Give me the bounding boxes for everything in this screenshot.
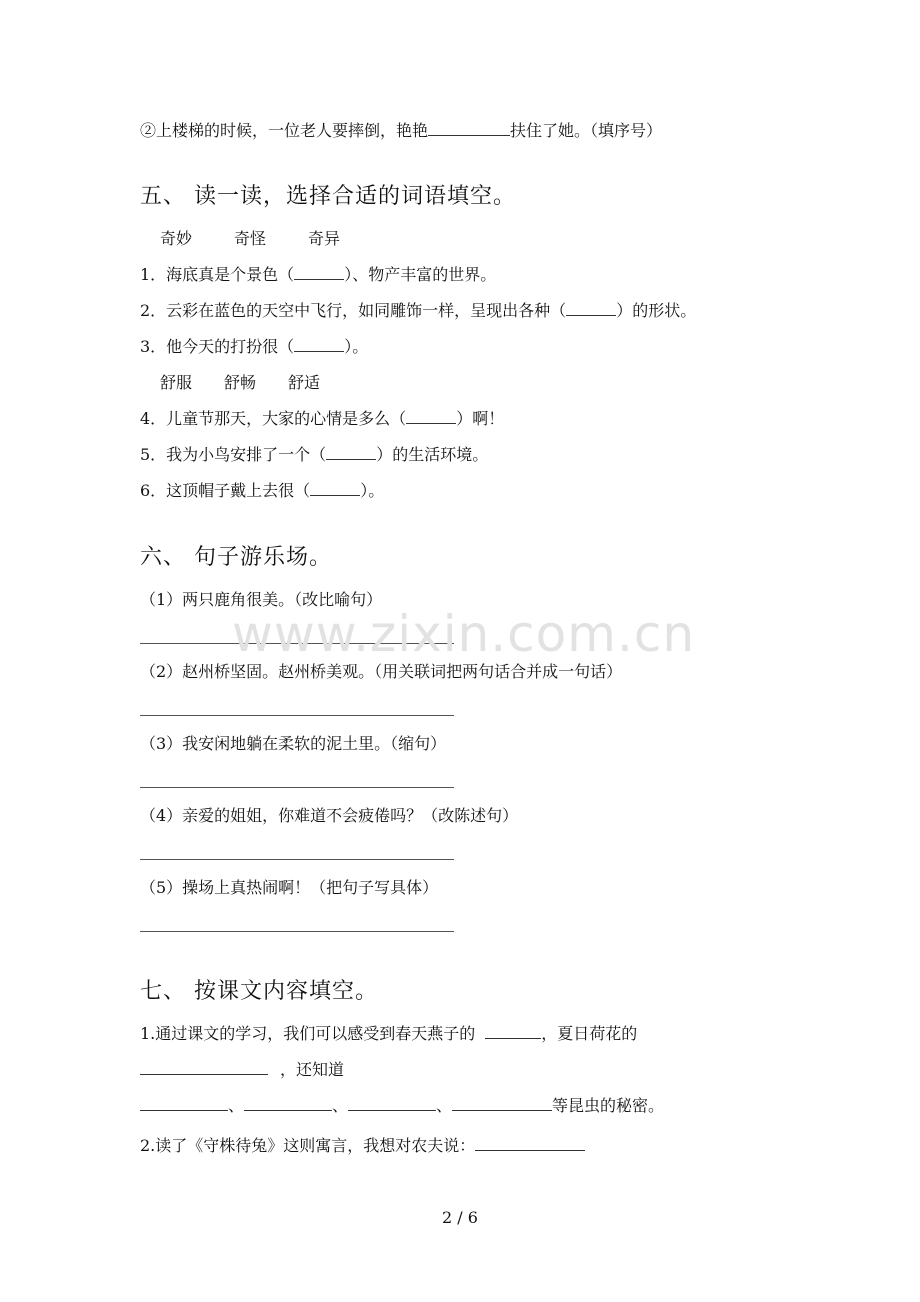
word-option: 舒畅 bbox=[224, 373, 257, 392]
question-text: 2．云彩在蓝色的天空中飞行，如同雕饰一样，呈现出各种（ bbox=[140, 301, 567, 320]
question-text: 4．儿童节那天，大家的心情是多么（ bbox=[140, 409, 407, 428]
sentence-task: （1）两只鹿角很美。（改比喻句） bbox=[140, 590, 383, 609]
question-text: 5．我为小鸟安排了一个（ bbox=[140, 445, 327, 464]
question-line bbox=[140, 481, 384, 501]
fill-blank[interactable] bbox=[566, 301, 616, 316]
fill-blank[interactable] bbox=[485, 1024, 541, 1039]
question-text: 1.通过课文的学习，我们可以感受到春天燕子的 bbox=[140, 1024, 476, 1043]
answer-line[interactable] bbox=[140, 859, 454, 860]
question-text: ，夏日荷花的 bbox=[541, 1024, 638, 1043]
question-line bbox=[140, 1136, 585, 1156]
question-line bbox=[140, 265, 496, 285]
question-line bbox=[140, 409, 504, 429]
question-text: ）的形状。 bbox=[616, 301, 697, 320]
fill-blank[interactable] bbox=[428, 121, 510, 136]
fill-blank[interactable] bbox=[475, 1136, 585, 1151]
fill-blank[interactable] bbox=[452, 1096, 552, 1111]
sentence-task: （4）亲爱的姐姐，你难道不会疲倦吗？（改陈述句） bbox=[140, 806, 519, 825]
question-text: ）、物产丰富的世界。 bbox=[344, 265, 497, 284]
word-option: 奇妙 bbox=[160, 229, 193, 248]
separator: 、 bbox=[228, 1096, 245, 1115]
question-line bbox=[140, 1060, 344, 1080]
word-option: 舒服 bbox=[160, 373, 193, 392]
question-text: 1．海底真是个景色（ bbox=[140, 265, 295, 284]
fill-blank[interactable] bbox=[140, 1060, 268, 1075]
fill-blank[interactable] bbox=[140, 1096, 228, 1111]
question-text: ②上楼梯的时候，一位老人要摔倒，艳艳 bbox=[140, 121, 429, 140]
word-option: 奇怪 bbox=[234, 229, 267, 248]
separator: 、 bbox=[332, 1096, 349, 1115]
question-text: 6．这顶帽子戴上去很（ bbox=[140, 481, 311, 500]
sentence-task: （5）操场上真热闹啊！（把句子写具体） bbox=[140, 878, 439, 897]
question-text: 扶住了她。（填序号） bbox=[510, 121, 663, 140]
question-line bbox=[140, 1096, 664, 1116]
question-line bbox=[140, 1024, 637, 1044]
fill-blank[interactable] bbox=[310, 481, 360, 496]
fill-blank[interactable] bbox=[326, 445, 376, 460]
word-option: 奇异 bbox=[308, 229, 341, 248]
separator: 、 bbox=[436, 1096, 453, 1115]
section-heading: 五、 读一读，选择合适的词语填空。 bbox=[140, 184, 516, 209]
fill-blank[interactable] bbox=[348, 1096, 436, 1111]
question-line bbox=[140, 445, 488, 465]
section-heading: 七、 按课文内容填空。 bbox=[140, 979, 378, 1004]
word-bank bbox=[160, 229, 340, 249]
question-text: ）的生活环境。 bbox=[376, 445, 489, 464]
question-line bbox=[140, 301, 696, 321]
fill-blank[interactable] bbox=[294, 337, 344, 352]
question-text: 等昆虫的秘密。 bbox=[552, 1096, 665, 1115]
question-text: ，还知道 bbox=[280, 1060, 345, 1079]
question-text: ）。 bbox=[344, 337, 369, 356]
answer-line[interactable] bbox=[140, 715, 454, 716]
fill-blank[interactable] bbox=[244, 1096, 332, 1111]
question-text: 3．他今天的打扮很（ bbox=[140, 337, 295, 356]
section-heading: 六、 句子游乐场。 bbox=[140, 545, 332, 570]
word-bank bbox=[160, 373, 320, 393]
watermark: www.zixin.com.cn bbox=[232, 605, 696, 663]
question-text: ）。 bbox=[360, 481, 385, 500]
question-line bbox=[140, 337, 368, 357]
sentence-task: （2）赵州桥坚固。赵州桥美观。（用关联词把两句话合并成一句话） bbox=[140, 662, 623, 681]
page-number: 2 / 6 bbox=[442, 1208, 478, 1227]
word-option: 舒适 bbox=[288, 373, 321, 392]
question-text: ）啊！ bbox=[456, 409, 505, 428]
answer-line[interactable] bbox=[140, 787, 454, 788]
fill-blank[interactable] bbox=[406, 409, 456, 424]
sentence-task: （3）我安闲地躺在柔软的泥土里。（缩句） bbox=[140, 734, 447, 753]
question-text: 2.读了《守株待兔》这则寓言，我想对农夫说： bbox=[140, 1136, 476, 1155]
question-line bbox=[140, 121, 662, 141]
answer-line[interactable] bbox=[140, 931, 454, 932]
fill-blank[interactable] bbox=[294, 265, 344, 280]
